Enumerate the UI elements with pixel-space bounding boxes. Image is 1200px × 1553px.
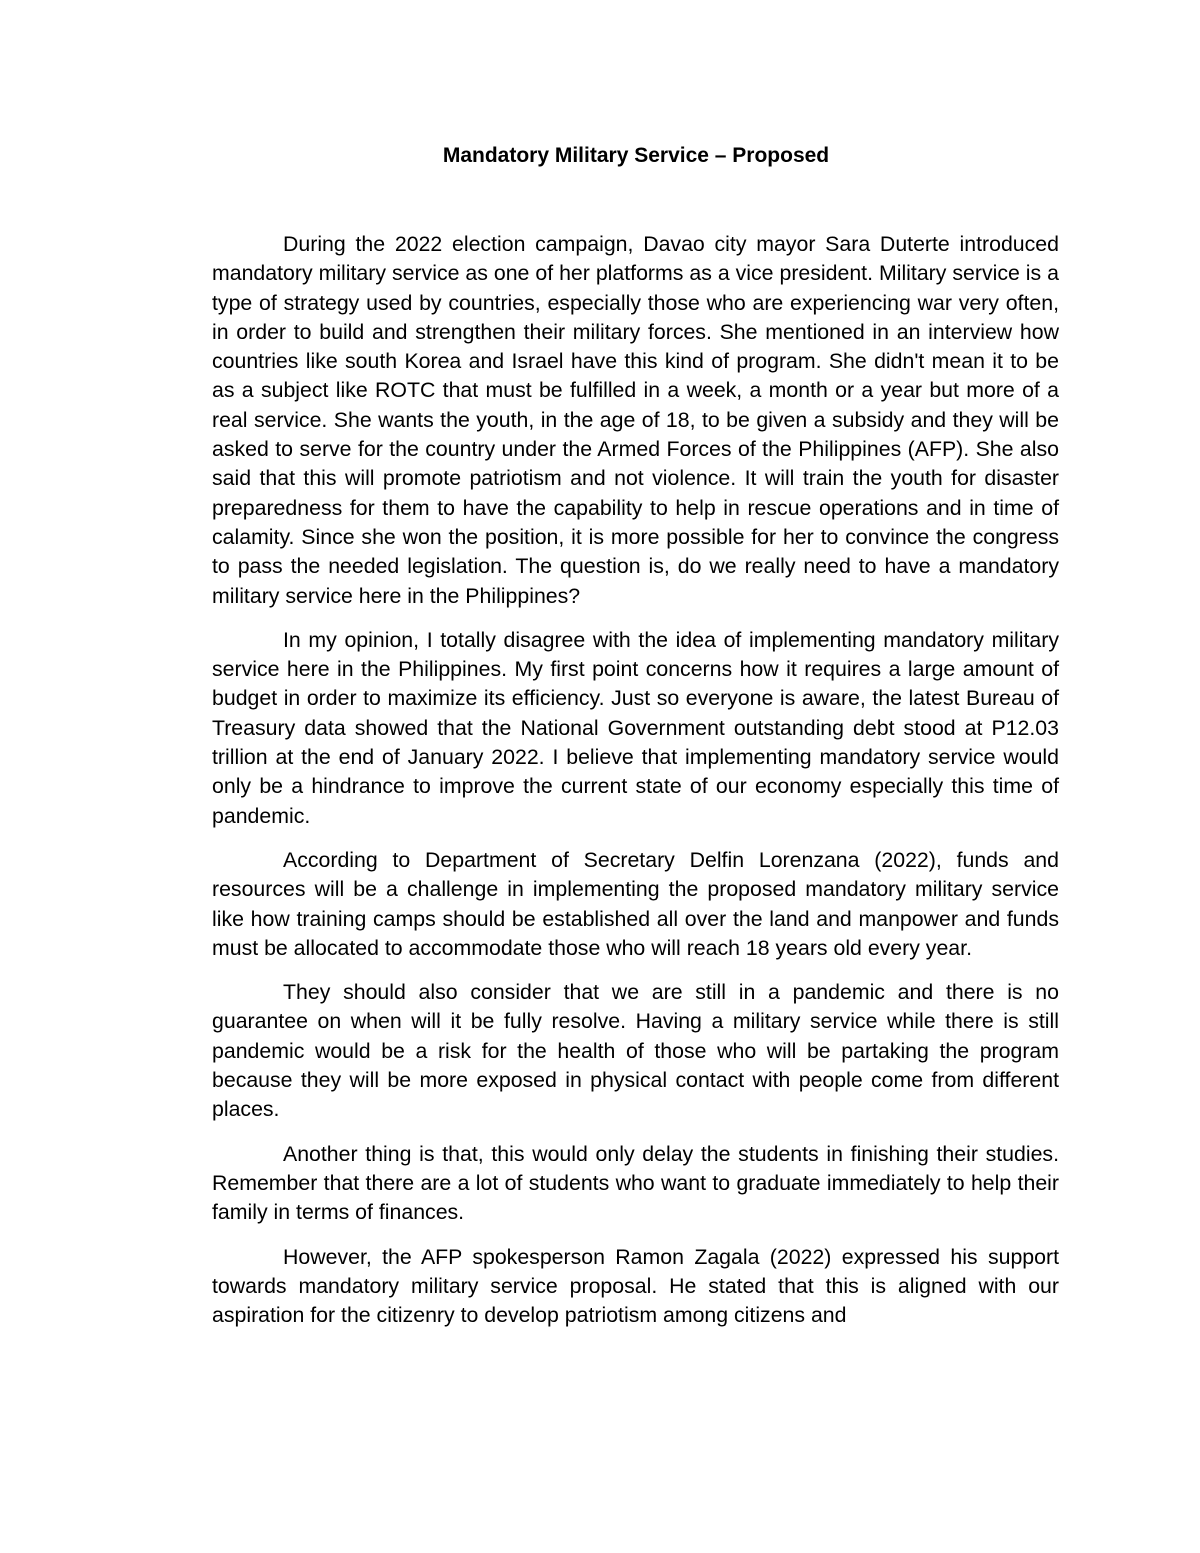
paragraph-3: According to Department of Secretary Delfin Lorenzana (2022), funds and resources will be a challenge in implementing the proposed mandatory military service like how training camps should be established all over the land and manpower and funds must be allocated to accommodate those who will reach 18 years old every year. [212,847,1059,960]
paragraph-5: Another thing is that, this would only delay the students in finishing their studies. Remember that there are a lot of students who want to graduate immediately to help their family in terms of finances. [212,1141,1059,1225]
document-title: Mandatory Military Service – Proposed [442,144,830,167]
paragraph-4: They should also consider that we are still in a pandemic and there is no guarantee on when will it be fully resolve. Having a military service while there is still pandemic would be a risk for the health of those who will be partaking the program because they will be more exposed in physical contact with people come from different places. [212,980,1059,1122]
document-body [212,230,1059,1345]
paragraph-2: In my opinion, I totally disagree with the idea of implementing mandatory military service here in the Philippines. My first point concerns how it requires a large amount of budget in order to maximize its efficiency. Just so everyone is aware, the latest Bureau of Treasury data showed that the National Government outstanding debt stood at P12.03 trillion at the end of January 2022. I believe that implementing mandatory service would only be a hindrance to improve the current state of our economy especially this time of pandemic. [212,627,1059,828]
paragraph-6: However, the AFP spokesperson Ramon Zagala (2022) expressed his support towards mandatory military service proposal. He stated that this is aligned with our aspiration for the citizenry to develop patriotism among citizens and [212,1244,1059,1328]
paragraph-1: During the 2022 election campaign, Davao city mayor Sara Duterte introduced mandatory military service as one of her platforms as a vice president. Military service is a type of strategy used by countries, especially those who are experiencing war very often, in order to build and strengthen their military forces. She mentioned in an interview how countries like south Korea and Israel have this kind of program. She didn't mean it to be as a subject like ROTC that must be fulfilled in a week, a month or a year but more of a real service. She wants the youth, in the age of 18, to be given a subsidy and they will be asked to serve for the country under the Armed Forces of the Philippines (AFP). She also said that this will promote patriotism and not violence. It will train the youth for disaster preparedness for them to have the capability to help in rescue operations and in time of calamity. Since she won the position, it is more possible for her to convince the congress to pass the needed legislation. The question is, do we really need to have a mandatory military service here in the Philippines? [212,232,1059,608]
